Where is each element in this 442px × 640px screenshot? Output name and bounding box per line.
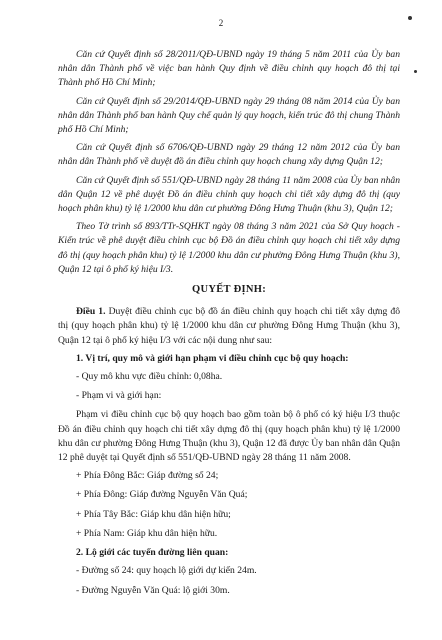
preamble-paragraph: Căn cứ Quyết định số 28/2011/QĐ-UBND ngày 19 tháng 5 năm 2011 của Ủy ban nhân dân Thành phố về việc ban hành Quy định về điều chỉnh quy hoạch đô thị tại Thành phố Hồ Chí Minh; bbox=[58, 49, 400, 89]
preamble-paragraph: Theo Tờ trình số 893/TTr-SQHKT ngày 08 tháng 3 năm 2021 của Sở Quy hoạch - Kiến trúc về phê duyệt điều chỉnh cục bộ Đồ án điều chỉnh quy hoạch chi tiết xây dựng đô thị (quy hoạch phân khu) tỷ lệ 1/2000 khu dân cư phường Đông Hưng Thuận (khu 3), Quận 12 tại ô phố ký hiệu I/3. bbox=[58, 221, 400, 275]
document-body bbox=[58, 48, 400, 603]
section-1-range-text: Phạm vi điều chỉnh cục bộ quy hoạch bao gồm toàn bộ ô phố có ký hiệu I/3 thuộc Đồ án điều chỉnh quy hoạch chi tiết xây dựng đô thị (quy hoạch phân khu) tỷ lệ 1/2000 khu dân cư phường Đông Hưng Thuận (khu 3), Quận 12 đã được Ủy ban nhân dân Quận 12 phê duyệt tại Quyết định số 551/QĐ-UBND ngày 28 tháng 11 năm 2008. bbox=[58, 409, 400, 464]
preamble-paragraph: Căn cứ Quyết định số 29/2014/QĐ-UBND ngày 29 tháng 08 năm 2014 của Ủy ban nhân dân Thành phố ban hành Quy chế quản lý quy hoạch, kiến trúc đô thị chung Thành phố Hồ Chí Minh; bbox=[58, 95, 400, 136]
section-1-range-label: - Phạm vi và giới hạn: bbox=[76, 390, 162, 402]
border-item: + Phía Đông Bắc: Giáp đường số 24; bbox=[76, 470, 219, 482]
border-item: + Phía Nam: Giáp khu dân hiện hữu. bbox=[76, 527, 218, 539]
scan-speck bbox=[414, 70, 417, 73]
article-1-label: Điều 1. bbox=[76, 306, 106, 318]
border-item: + Phía Đông: Giáp đường Nguyễn Văn Quá; bbox=[76, 489, 248, 501]
article-1 bbox=[58, 305, 400, 348]
section-1-heading: 1. Vị trí, quy mô và giới hạn phạm vi điều chỉnh cục bộ quy hoạch: bbox=[76, 352, 349, 364]
article-1-text: Duyệt điều chỉnh cục bộ đồ án điều chỉnh quy hoạch chi tiết xây dựng đô thị (quy hoạch phân khu) tỷ lệ 1/2000 khu dân cư phường Đông Hưng Thuận (khu 3), Quận 12 tại ô phố ký hiệu I/3 với các nội dung như sau: bbox=[58, 306, 400, 346]
road-item: - Đường số 24: quy hoạch lộ giới dự kiến 24m. bbox=[76, 565, 257, 577]
road-item: - Đường Nguyễn Văn Quá: lộ giới 30m. bbox=[76, 584, 230, 596]
section-1-scale: - Quy mô khu vực điều chỉnh: 0,08ha. bbox=[76, 371, 223, 383]
section-2-heading: 2. Lộ giới các tuyến đường liên quan: bbox=[76, 547, 229, 559]
border-item: + Phía Tây Bắc: Giáp khu dân hiện hữu; bbox=[76, 508, 231, 520]
preamble-paragraph: Căn cứ Quyết định số 6706/QĐ-UBND ngày 29 tháng 12 năm 2012 của Ủy ban nhân dân Thành phố về duyệt đồ án điều chỉnh quy hoạch chung xây dựng Quận 12; bbox=[58, 142, 400, 168]
scan-speck bbox=[408, 16, 412, 20]
preamble-paragraph: Căn cứ Quyết định số 551/QĐ-UBND ngày 28 tháng 11 năm 2008 của Ủy ban nhân dân Quận 12 về phê duyệt Đồ án điều chỉnh quy hoạch chi tiết xây dựng đô thị (quy hoạch phân khu) tỷ lệ 1/2000 khu dân cư phường Đông Hưng Thuận (khu 3), Quận 12; bbox=[58, 174, 400, 215]
page-number: 2 bbox=[218, 18, 224, 28]
decision-title: QUYẾT ĐỊNH: bbox=[192, 284, 266, 296]
